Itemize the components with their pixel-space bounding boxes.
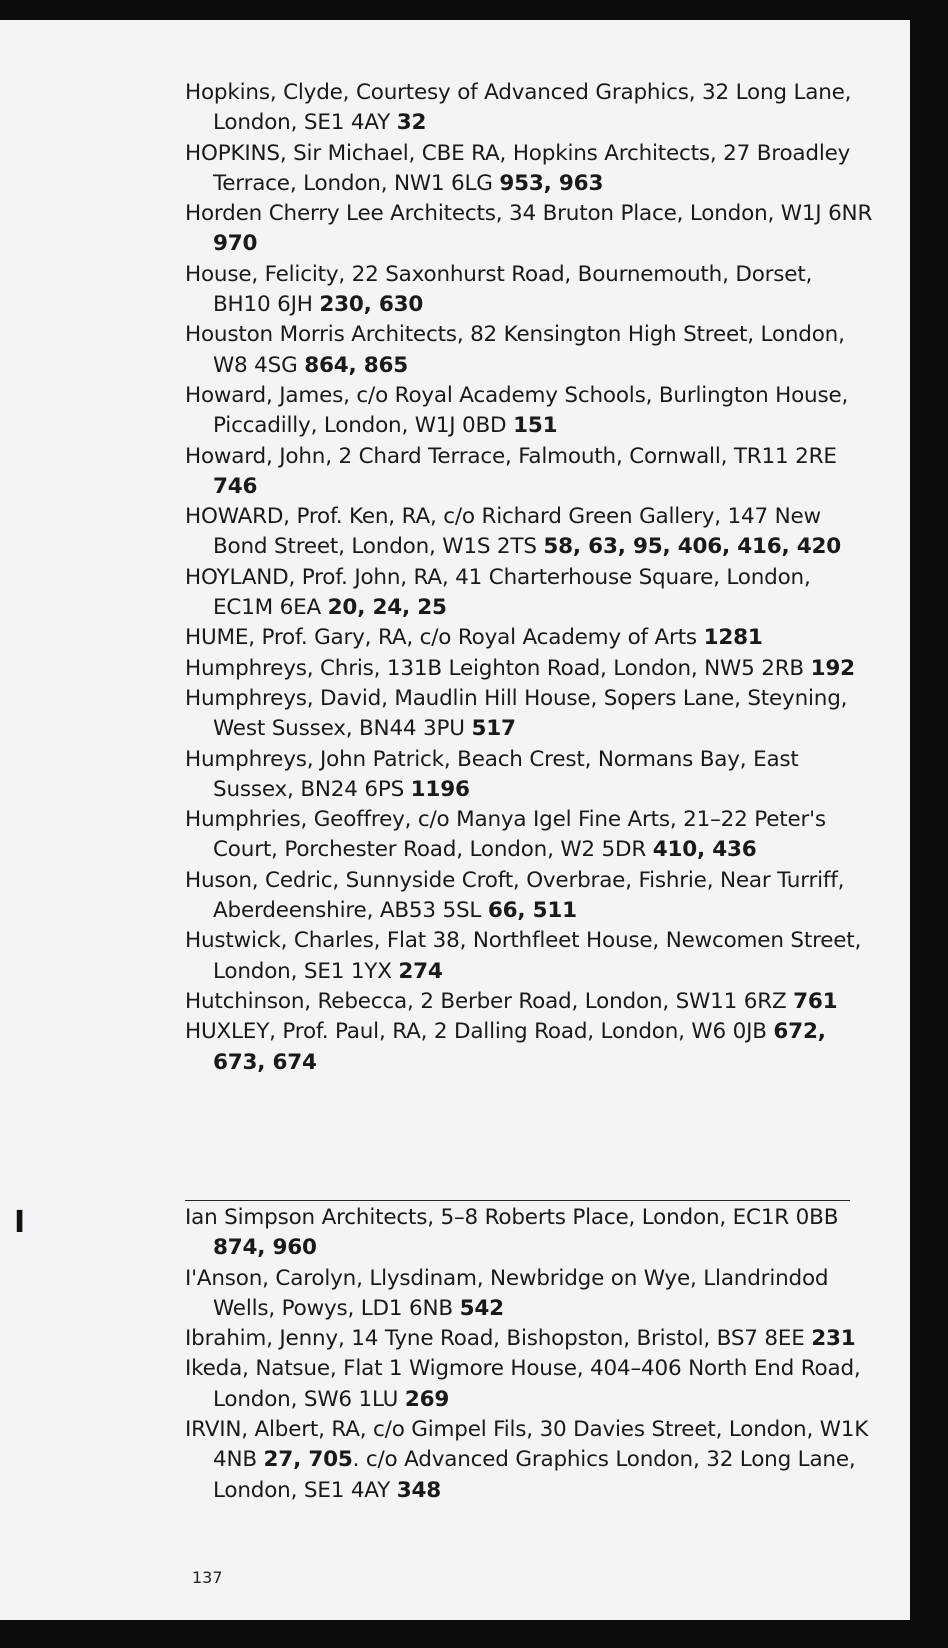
entry-page-numbers: 746 bbox=[213, 473, 258, 499]
entry-page-numbers: 1281 bbox=[703, 625, 763, 651]
index-entry bbox=[185, 1415, 875, 1506]
entry-text: HOYLAND, Prof. John, RA, 41 Charterhouse Square, London, EC1M 6EA bbox=[185, 564, 811, 621]
entry-text: Hopkins, Clyde, Courtesy of Advanced Graphics, 32 Long Lane, London, SE1 4AY bbox=[185, 80, 852, 136]
index-entry bbox=[185, 987, 875, 1017]
index-entry bbox=[185, 623, 875, 653]
index-entries-i bbox=[185, 1203, 875, 1506]
page-number: 137 bbox=[192, 1568, 223, 1587]
entry-page-numbers: 542 bbox=[459, 1295, 504, 1321]
entry-page-numbers: 66, 511 bbox=[487, 898, 577, 924]
index-entry bbox=[185, 866, 875, 927]
index-entry bbox=[185, 442, 875, 503]
entry-text: Ian Simpson Architects, 5–8 Roberts Place, London, EC1R 0BB bbox=[185, 1205, 839, 1230]
entry-page-numbers: 761 bbox=[793, 988, 838, 1014]
entry-text: Ikeda, Natsue, Flat 1 Wigmore House, 404–406 North End Road, London, SW6 1LU bbox=[185, 1356, 861, 1412]
index-page bbox=[0, 20, 910, 1620]
index-entry bbox=[185, 684, 875, 745]
index-entry bbox=[185, 320, 875, 381]
entry-page-numbers: 269 bbox=[404, 1386, 450, 1412]
index-entry bbox=[185, 1017, 875, 1078]
index-entry bbox=[185, 381, 875, 442]
entry-text: Horden Cherry Lee Architects, 34 Bruton Place, London, W1J 6NR bbox=[185, 201, 873, 227]
entry-text: Humphreys, David, Maudlin Hill House, Sopers Lane, Steyning, West Sussex, BN44 3PU bbox=[185, 685, 848, 742]
entry-text-continued: . c/o Advanced Graphics London, 32 Long Lane, London, SE1 4AY bbox=[213, 1447, 856, 1503]
entry-text: Hustwick, Charles, Flat 38, Northfleet House, Newcomen Street, London, SE1 1YX bbox=[185, 928, 862, 984]
entry-page-numbers: 231 bbox=[811, 1326, 856, 1352]
index-entry bbox=[185, 805, 875, 866]
entry-page-numbers: 230, 630 bbox=[319, 292, 424, 318]
entry-text: HOWARD, Prof. Ken, RA, c/o Richard Green Gallery, 147 New Bond Street, London, W1S 2TS bbox=[185, 504, 821, 560]
index-entry bbox=[185, 1264, 875, 1325]
entry-text: House, Felicity, 22 Saxonhurst Road, Bournemouth, Dorset, BH10 6JH bbox=[185, 261, 813, 318]
index-entries-h bbox=[185, 78, 875, 1078]
entry-page-numbers: 20, 24, 25 bbox=[327, 595, 447, 621]
entry-page-numbers: 864, 865 bbox=[304, 352, 409, 378]
entry-text: Humphries, Geoffrey, c/o Manya Igel Fine Arts, 21–22 Peter's Court, Porchester Road, London, W2 5DR bbox=[185, 807, 826, 863]
index-entry bbox=[185, 78, 875, 139]
index-entry bbox=[185, 1203, 875, 1264]
entry-text: Humphreys, John Patrick, Beach Crest, Normans Bay, East Sussex, BN24 6PS bbox=[185, 746, 799, 802]
entry-text: IRVIN, Albert, RA, c/o Gimpel Fils, 30 Davies Street, London, W1K 4NB bbox=[185, 1417, 869, 1473]
entry-text: HOPKINS, Sir Michael, CBE RA, Hopkins Architects, 27 Broadley Terrace, London, NW1 6LG bbox=[185, 140, 851, 196]
entry-text: I'Anson, Carolyn, Llysdinam, Newbridge on Wye, Llandrindod Wells, Powys, LD1 6NB bbox=[185, 1265, 829, 1321]
index-entry bbox=[185, 563, 875, 624]
entry-page-numbers: 970 bbox=[213, 231, 258, 257]
index-entry bbox=[185, 745, 875, 806]
entry-page-numbers: 874, 960 bbox=[213, 1235, 317, 1261]
entry-page-numbers: 274 bbox=[398, 958, 443, 984]
entry-text: Houston Morris Architects, 82 Kensington High Street, London, W8 4SG bbox=[185, 322, 845, 378]
entry-page-numbers: 27, 705 bbox=[263, 1447, 353, 1473]
entry-page-numbers: 1196 bbox=[410, 776, 470, 802]
entry-text: Howard, John, 2 Chard Terrace, Falmouth, Cornwall, TR11 2RE bbox=[185, 443, 837, 469]
entry-page-numbers: 953, 963 bbox=[499, 170, 604, 196]
entry-text: Humphreys, Chris, 131B Leighton Road, London, NW5 2RB bbox=[185, 655, 811, 681]
entry-page-numbers: 672, 673, 674 bbox=[213, 1019, 826, 1075]
entry-text: HUXLEY, Prof. Paul, RA, 2 Dalling Road, London, W6 0JB bbox=[185, 1019, 774, 1045]
index-entry bbox=[185, 1324, 875, 1354]
index-entry bbox=[185, 654, 875, 684]
index-entry bbox=[185, 1354, 875, 1415]
entry-page-numbers: 32 bbox=[396, 110, 427, 136]
index-entry bbox=[185, 199, 875, 260]
index-entry bbox=[185, 926, 875, 987]
index-entry bbox=[185, 139, 875, 200]
entry-page-numbers: 410, 436 bbox=[652, 837, 757, 863]
entry-text: Howard, James, c/o Royal Academy Schools, Burlington House, Piccadilly, London, W1J 0BD bbox=[185, 382, 849, 439]
entry-text: Huson, Cedric, Sunnyside Croft, Overbrae, Fishrie, Near Turriff, Aberdeenshire, AB53 5SL bbox=[185, 867, 845, 924]
index-entry bbox=[185, 260, 875, 321]
index-entry bbox=[185, 502, 875, 563]
section-letter: I bbox=[14, 1205, 26, 1240]
entry-page-numbers: 192 bbox=[810, 655, 855, 681]
entry-text: Hutchinson, Rebecca, 2 Berber Road, London, SW11 6RZ bbox=[185, 988, 794, 1014]
section-divider bbox=[185, 1200, 850, 1201]
entry-text: HUME, Prof. Gary, RA, c/o Royal Academy of Arts bbox=[185, 625, 704, 651]
entry-page-numbers: 151 bbox=[513, 413, 558, 439]
entry-page-numbers: 517 bbox=[471, 716, 516, 742]
entry-page-numbers: 348 bbox=[396, 1477, 441, 1503]
entry-text: Ibrahim, Jenny, 14 Tyne Road, Bishopston, Bristol, BS7 8EE bbox=[185, 1326, 812, 1352]
entry-page-numbers: 58, 63, 95, 406, 416, 420 bbox=[543, 534, 842, 560]
